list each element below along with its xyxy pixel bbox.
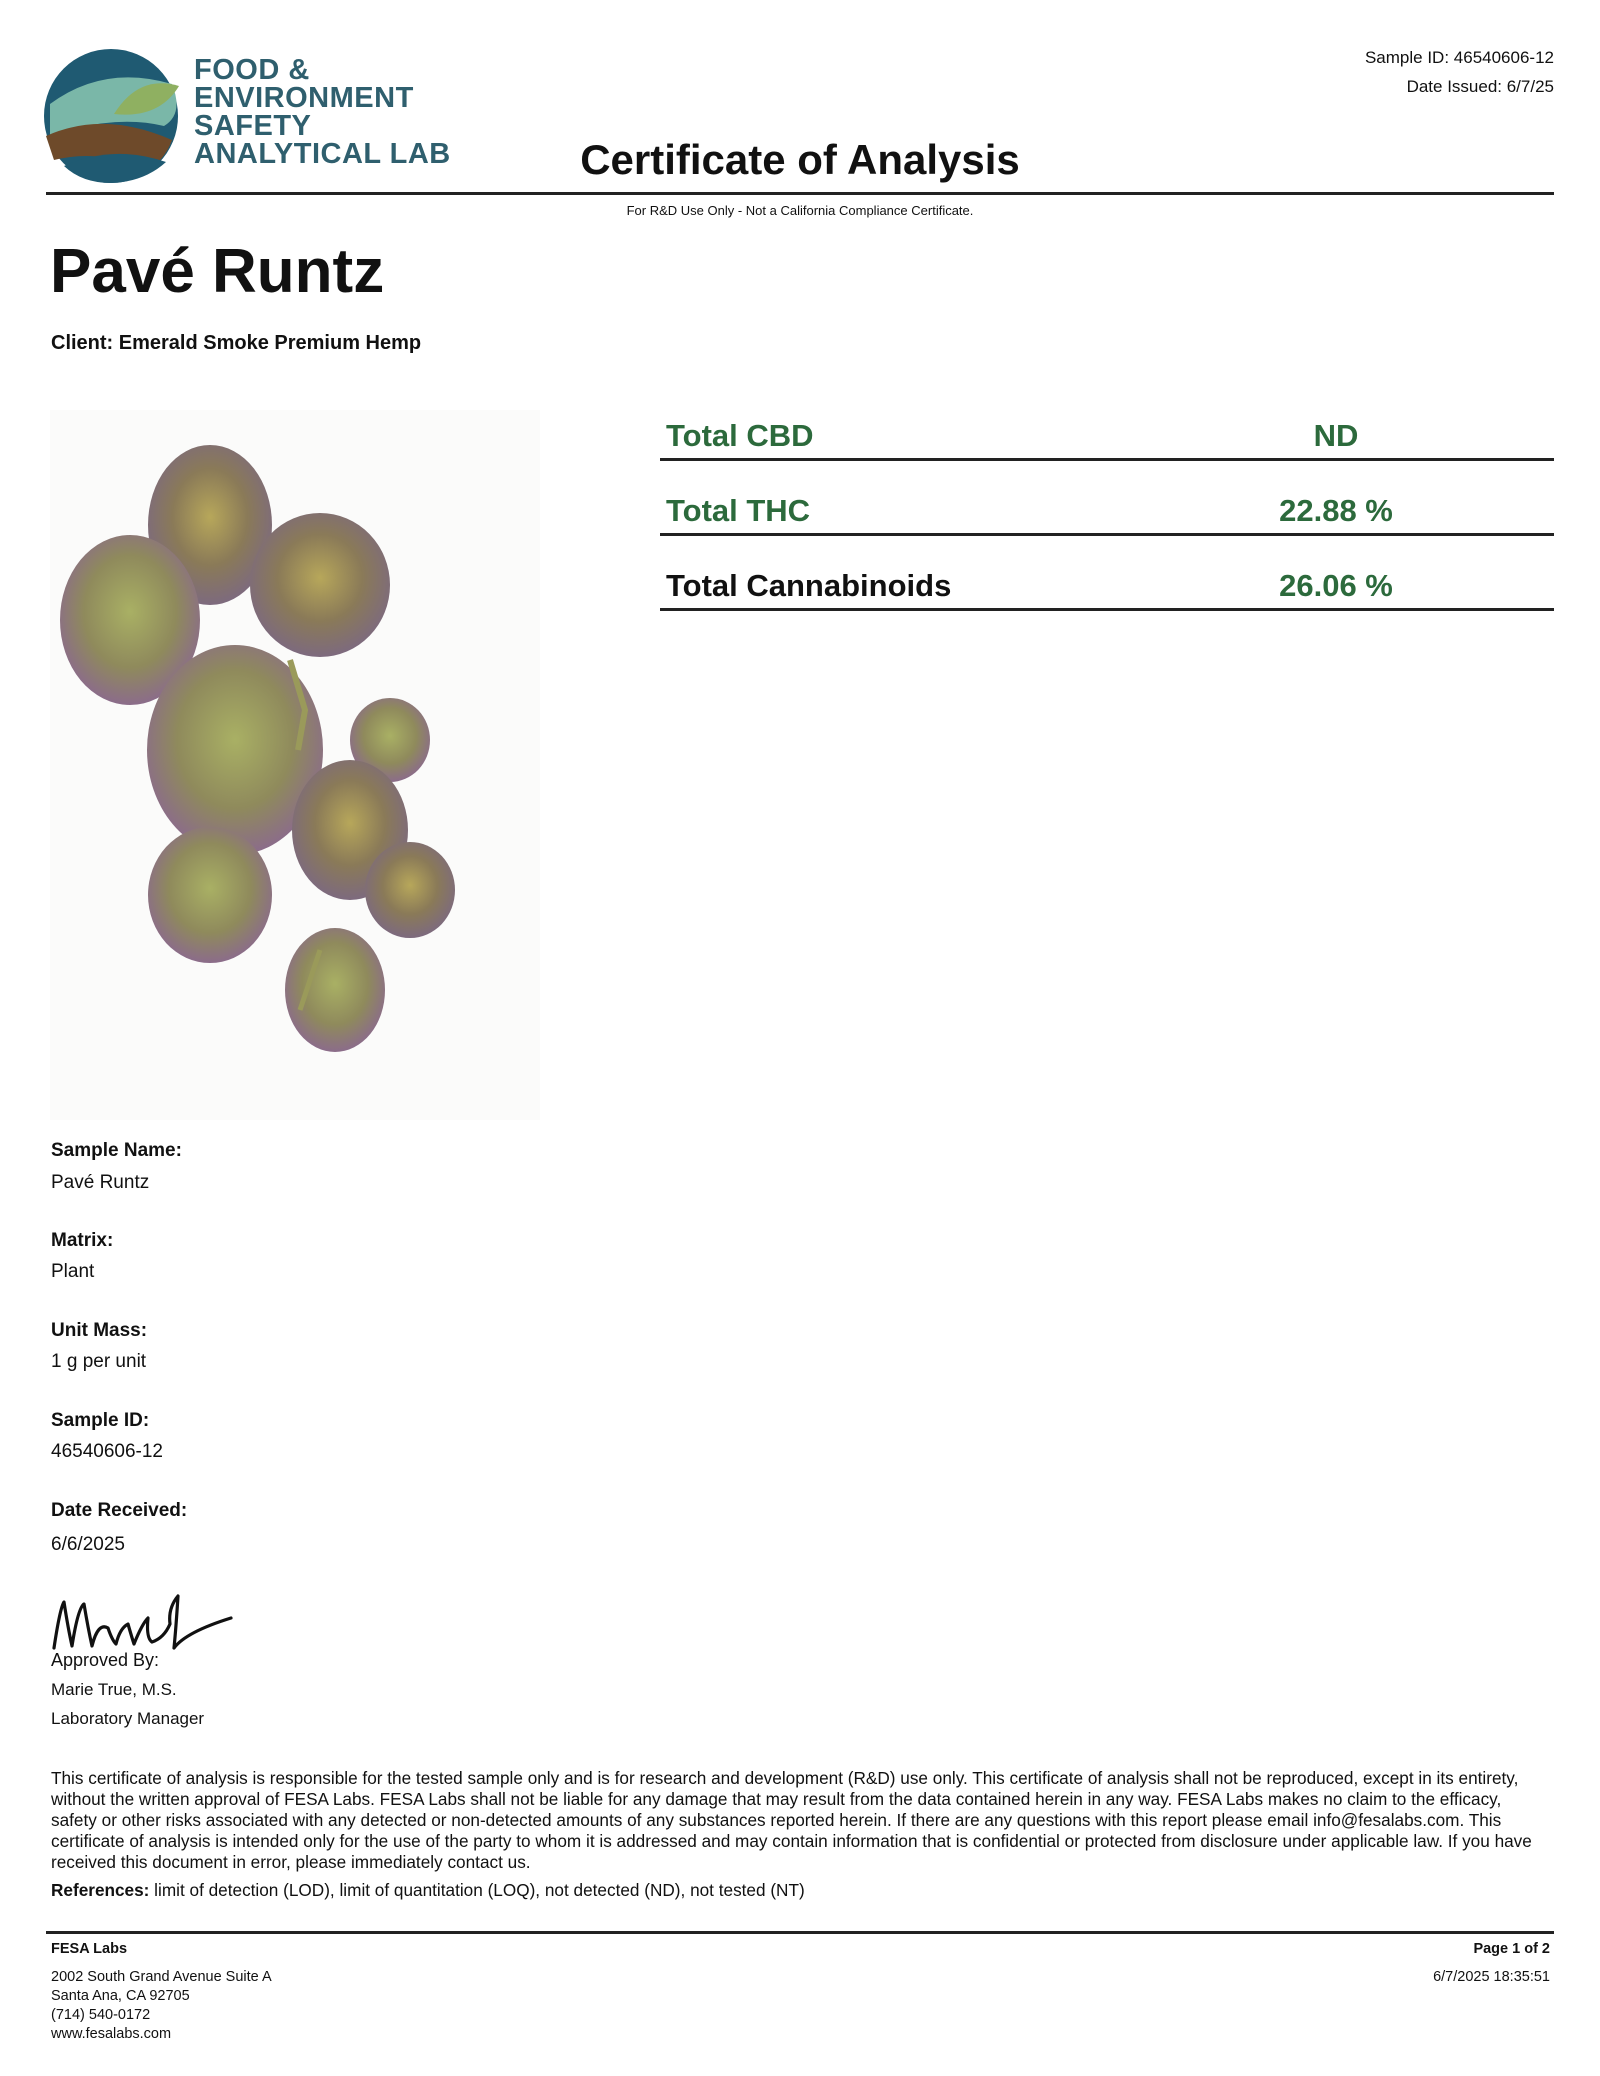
sample-name-value: Pavé Runtz [51, 1172, 150, 1193]
references-label: References: [51, 1880, 150, 1900]
header-sample-id: Sample ID: 46540606-12 [1364, 48, 1554, 67]
footer-address [51, 1940, 272, 2044]
footer-page-info [1433, 1940, 1550, 1987]
total-thc-label: Total THC [666, 493, 811, 528]
header-date-issued: Date Issued: 6/7/25 [1406, 77, 1554, 96]
total-cannabinoids-value: 26.06 % [1279, 568, 1393, 603]
date-received-label: Date Received: [51, 1500, 188, 1521]
page-number: Page 1 of 2 [1473, 1941, 1550, 1957]
sample-name-label: Sample Name: [51, 1140, 182, 1161]
sample-title: Pavé Runtz [50, 237, 385, 306]
total-thc-row [660, 459, 1554, 536]
footer-phone: (714) 540-0172 [51, 2007, 151, 2023]
document-title: Certificate of Analysis [580, 136, 1020, 183]
approved-by-label: Approved By: [51, 1650, 160, 1670]
footer-timestamp: 6/7/2025 18:35:51 [1433, 1969, 1550, 1985]
references-text: limit of detection (LOD), limit of quantitation (LOQ), not detected (ND), not tested (NT) [149, 1880, 805, 1900]
logo-line: FOOD & [194, 54, 310, 86]
logo-line: SAFETY [194, 110, 312, 142]
compliance-note: For R&D Use Only - Not a California Compliance Certificate. [626, 203, 974, 218]
date-received-value: 6/6/2025 [51, 1534, 125, 1555]
client-name: Client: Emerald Smoke Premium Hemp [51, 332, 422, 354]
total-cbd-row [660, 384, 1554, 461]
footer-address-line2: Santa Ana, CA 92705 [51, 1988, 190, 2004]
total-cannabinoids-row [660, 534, 1554, 611]
logo-line: ANALYTICAL LAB [194, 138, 451, 170]
sample-id-value: 46540606-12 [51, 1441, 163, 1462]
signature-icon [46, 1588, 246, 1656]
total-cbd-value: ND [1313, 418, 1359, 453]
approver-role: Laboratory Manager [51, 1709, 205, 1728]
footer-address-line1: 2002 South Grand Avenue Suite A [51, 1969, 272, 1985]
total-thc-value: 22.88 % [1279, 493, 1393, 528]
header-divider [46, 192, 1554, 195]
sample-id-label: Sample ID: [51, 1410, 150, 1431]
unit-mass-value: 1 g per unit [51, 1351, 147, 1372]
matrix-label: Matrix: [51, 1230, 114, 1251]
total-cannabinoids-label: Total Cannabinoids [666, 568, 952, 603]
total-cbd-label: Total CBD [666, 418, 814, 453]
footer-website[interactable]: www.fesalabs.com [51, 2026, 172, 2042]
logo-line: ENVIRONMENT [194, 82, 414, 114]
references [51, 1880, 1551, 1901]
product-photo [50, 410, 540, 1120]
footer-company: FESA Labs [51, 1941, 128, 1957]
footer-divider [46, 1931, 1554, 1934]
unit-mass-label: Unit Mass: [51, 1320, 148, 1341]
approver-name: Marie True, M.S. [51, 1680, 177, 1699]
disclaimer-text: This certificate of analysis is responsible for the tested sample only and is for research and development (R&D) use only. This certificate of analysis shall not be reproduced, except in its entirety, without the written approval of FESA Labs. FESA Labs shall not be liable for any damage that may result from the data contained herein in any way. FESA Labs makes no claim to the efficacy, safety or other risks associated with any detected or non-detected amounts of any substances reported herein. If there are any questions with this report please email info@fesalabs.com. This certificate of analysis is intended only for the use of the party to whom it is addressed and may contain information that is confidential or protected from disclosure under applicable law. If you have received this document in error, please immediately contact us. [51, 1768, 1532, 1872]
matrix-value: Plant [51, 1261, 95, 1282]
